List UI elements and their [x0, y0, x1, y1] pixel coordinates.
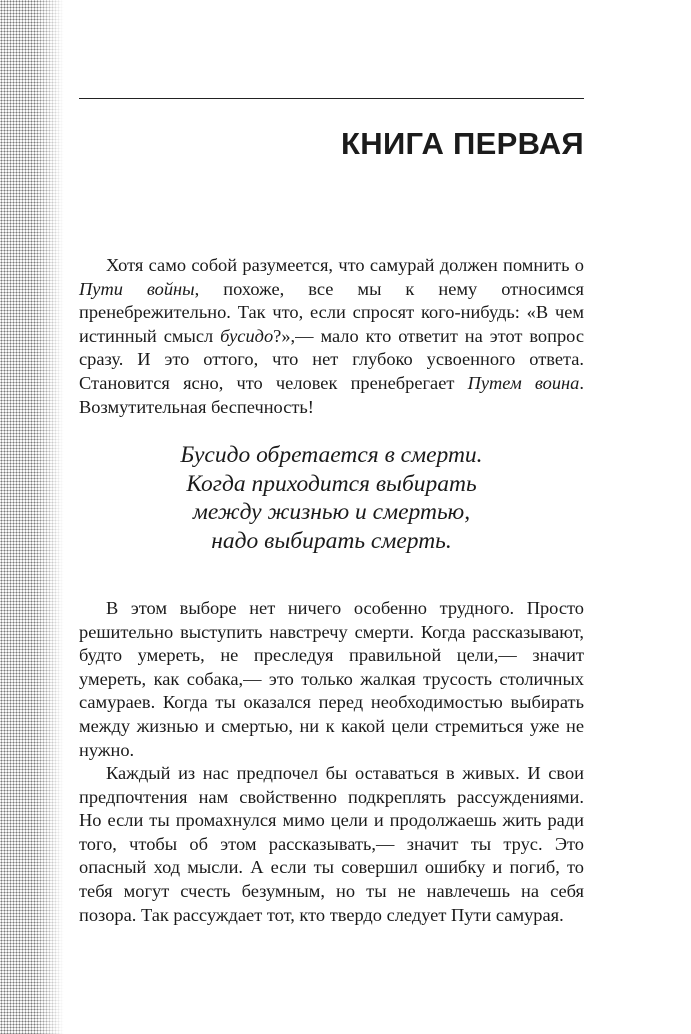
paragraph-3	[79, 762, 584, 927]
header-rule	[79, 98, 584, 99]
page-edge-shading	[0, 0, 64, 1034]
epigraph-line: Когда приходится выбирать	[186, 470, 477, 497]
paragraph-1-run-4: . Возмутительная беспечность!	[79, 372, 584, 417]
epigraph-line: надо выбирать смерть.	[211, 527, 452, 554]
paragraph-1-text	[79, 254, 584, 419]
epigraph-line: между жизнью и смертью,	[192, 499, 471, 525]
paragraph-1-italic-1: Пути войны	[79, 278, 195, 299]
chapter-title: КНИГА ПЕРВАЯ	[341, 126, 584, 161]
paragraph-2	[79, 597, 584, 762]
paragraph-1	[79, 254, 584, 419]
paragraph-1-run-1: Хотя само собой разумеется, что самурай должен помнить о	[106, 255, 584, 275]
epigraph	[79, 441, 584, 555]
paragraph-2-text: В этом выборе нет ничего особенно трудного. Просто решительно выступить навстречу смерти. Когда рассказывают, будто умереть, не преследуя правильной цели,— значит умереть, как собака,— это только жалкая трусость столичных самураев. Когда ты оказался перед необходимостью выбирать между жизнью и смертью, ни к какой цели стремиться уже не нужно.	[79, 598, 584, 760]
paragraph-1-run-3: ?»,— мало кто ответит на этот вопрос сразу. И это оттого, что нет глубоко усвоенного ответа. Становится ясно, что человек пренебрегает	[79, 325, 584, 393]
paragraph-1-italic-2: бусидо	[220, 325, 274, 346]
paragraph-1-run-2: , похоже, все мы к нему относимся пренебрежительно. Так что, если спросят кого-нибудь: «В чем истинный смысл	[79, 278, 584, 346]
epigraph-line: Бусидо обретается в смерти.	[180, 442, 483, 468]
paragraph-3-text: Каждый из нас предпочел бы оставаться в живых. И свои предпочтения нам свойственно подкреплять рассуждениями. Но если ты промахнулся мимо цели и продолжаешь жить ради того, чтобы об этом рассказывать,— значит ты трус. Это опасный ход мысли. А если ты совершил ошибку и погиб, то тебя могут счесть безумным, но ты не навлечешь на себя позора. Так рассуждает тот, кто твердо следует Пути самурая.	[79, 763, 584, 925]
paragraph-1-italic-3: Путем воина	[467, 372, 580, 393]
